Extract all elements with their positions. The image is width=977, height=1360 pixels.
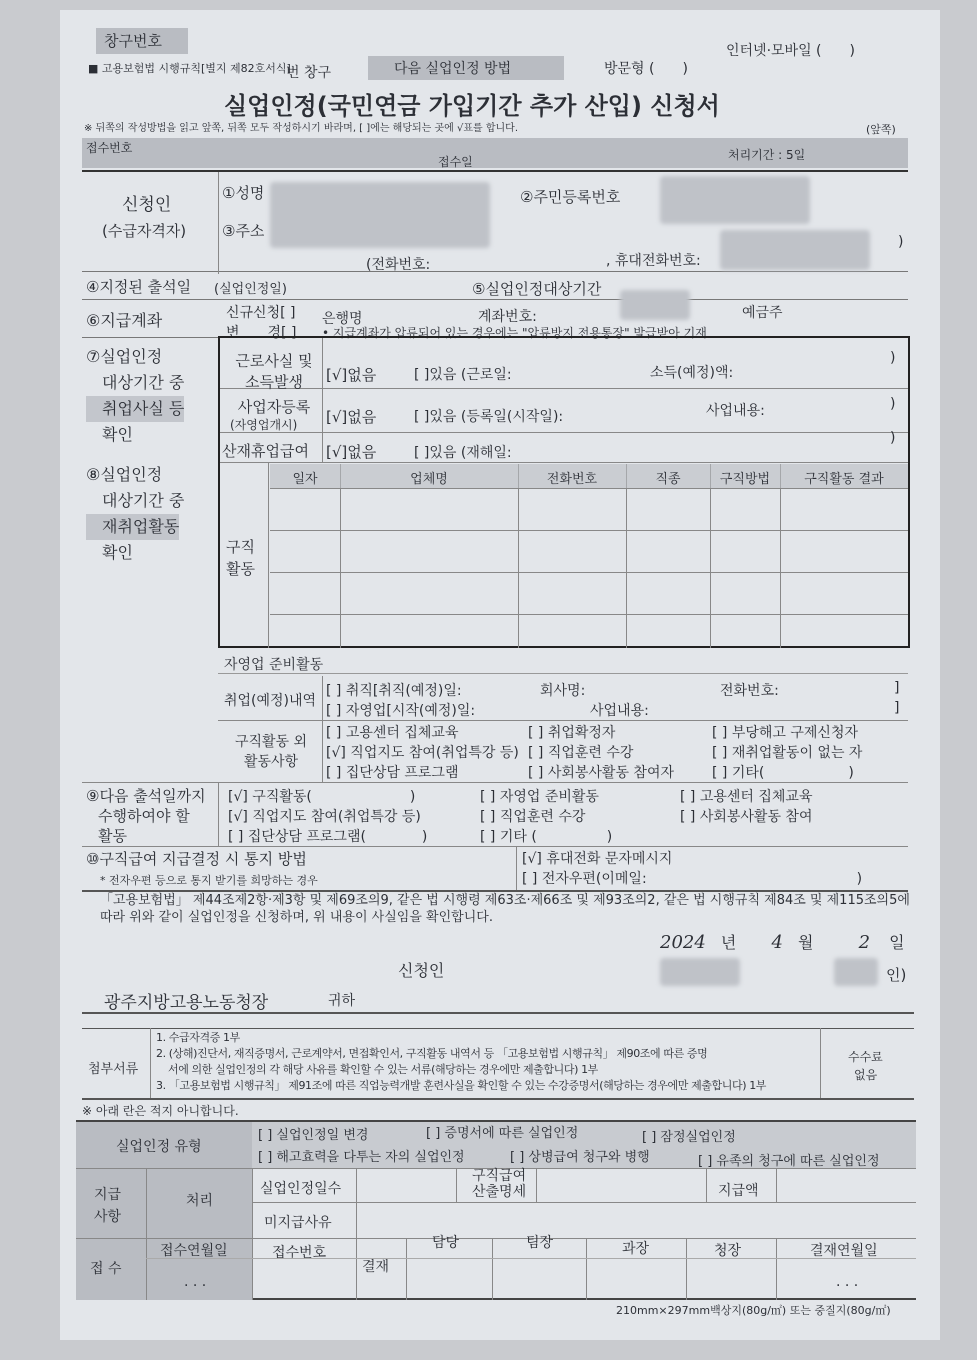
grid-line — [270, 614, 908, 615]
next-activity-checkbox[interactable]: [ ] 직업훈련 수강 — [480, 809, 586, 825]
label-line: 대상기간 중 — [102, 491, 185, 510]
receipt-number-label: 접수번호 — [86, 141, 133, 155]
other-activity-checkbox[interactable]: [ ] 고용센터 집체교육 — [326, 725, 459, 741]
attachments-label: 첨부서류 — [88, 1062, 139, 1077]
attachment-item: 1. 수급자격증 1부 — [156, 1031, 240, 1044]
receipt-date-label: 접수일 — [438, 155, 473, 169]
window-suffix: 번 창구 — [286, 65, 332, 81]
unpaid-label: 미지급사유 — [264, 1215, 332, 1231]
next-activities-label — [86, 786, 206, 846]
close-paren: ) — [898, 234, 904, 250]
redacted-account — [620, 290, 690, 320]
bracket: ] — [894, 680, 900, 696]
label-line: 대상기간 중 — [102, 373, 185, 392]
phone-field[interactable]: (전화번호: — [366, 257, 431, 273]
divider — [322, 676, 323, 782]
approver-team-lead: 팀장 — [526, 1235, 554, 1251]
bracket: ] — [894, 700, 900, 716]
close-paren: ) — [890, 396, 896, 412]
day-unit: 일 — [889, 933, 905, 952]
label-line: 수행하여야 할 — [98, 807, 190, 825]
redacted-mobile — [720, 230, 870, 270]
rrn-field[interactable]: ②주민등록번호 — [520, 188, 621, 206]
sms-checkbox[interactable]: [√] 휴대전화 문자메시지 — [522, 851, 673, 867]
close-paren: ) — [890, 430, 896, 446]
date-line — [660, 932, 905, 954]
type-checkbox[interactable]: [ ] 실업인정일 변경 — [258, 1128, 369, 1143]
grid-line — [270, 572, 908, 573]
type-checkbox[interactable]: [ ] 증명서에 따른 실업인정 — [426, 1126, 579, 1141]
receipt-bar — [82, 138, 908, 168]
signer-label: 신청인 — [398, 961, 445, 980]
declaration-text: 「고용보험법」 제44조제2항·제3항 및 제69조의9, 같은 법 시행령 제63조·제66조 및 제93조의2, 같은 법 시행규칙 제84조 및 제115조의5에 따라 위와 같이 실업인정을 신청하며, 위 내용이 사실임을 확인합니다. — [100, 893, 910, 925]
self-employ-prep-label: 자영업 준비활동 — [224, 657, 324, 673]
approver-manager: 과장 — [622, 1241, 650, 1257]
injury-label: 산재휴업급여 — [222, 442, 309, 460]
address-field[interactable]: ③주소 — [222, 222, 265, 240]
visit-option[interactable]: 방문형 ( ) — [604, 61, 688, 77]
days-label: 실업인정일수 — [260, 1181, 342, 1197]
label-line: 취업사실 등 — [86, 396, 184, 422]
notify-label: ⑩구직급여 지급결정 시 통지 방법 — [86, 850, 307, 868]
column-header: 직종 — [655, 472, 681, 487]
work-none-checkbox[interactable]: [√]없음 — [326, 366, 377, 384]
receipt-label: 접 수 — [90, 1261, 122, 1277]
attendance-row — [82, 272, 908, 300]
other-activities-label: 구직활동 외 활동사항 — [234, 734, 308, 770]
next-activity-checkbox[interactable]: [ ] 사회봉사활동 참여 — [680, 809, 813, 825]
receipt-no-label: 접수번호 — [272, 1245, 327, 1261]
applicant-label: 신청인 — [122, 195, 172, 215]
planned-field[interactable]: 사업내용: — [590, 703, 649, 719]
label-line: ⑨다음 출석일까지 — [86, 787, 206, 805]
sign-close: 인) — [886, 966, 907, 984]
label-line: 확인 — [102, 425, 133, 444]
attendance-label: ④지정된 출석일 — [86, 278, 192, 296]
mobile-field[interactable]: , 휴대전화번호: — [606, 253, 701, 269]
holder-field[interactable]: 예금주 — [742, 305, 783, 321]
notify-sub: * 전자우편 등으로 통지 받기를 희망하는 경우 — [100, 874, 318, 887]
process-label: 처리 — [186, 1193, 214, 1209]
business-content-field[interactable]: 사업내용: — [706, 403, 765, 419]
attachment-item: 2. (상해)진단서, 재직증명서, 근로계약서, 면접확인서, 구직활동 내역서 등 「고용보험법 시행규칙」 제90조에 따른 증명 — [156, 1047, 708, 1060]
type-checkbox[interactable]: [ ] 잠정실업인정 — [642, 1130, 736, 1145]
label-line: 확인 — [102, 543, 133, 562]
honorific: 귀하 — [328, 993, 356, 1009]
other-activity-checkbox[interactable]: [ ] 취업확정자 — [528, 725, 616, 741]
column-header: 업체명 — [410, 472, 448, 487]
next-activity-checkbox[interactable]: [ ] 자영업 준비활동 — [480, 789, 599, 805]
injury-none-checkbox[interactable]: [√]없음 — [326, 443, 377, 461]
email-checkbox[interactable]: [ ] 전자우편(이메일: ) — [522, 871, 863, 887]
work-has-checkbox[interactable]: [ ]있음 (근로일: — [414, 367, 512, 383]
name-field[interactable]: ①성명 — [222, 184, 265, 202]
grid-line — [780, 464, 781, 648]
grid-line — [270, 530, 908, 531]
other-activity-checkbox[interactable]: [√] 직업지도 참여(취업특강 등) — [326, 745, 519, 761]
year-value[interactable]: 2024 — [660, 932, 706, 953]
recipient: 광주지방고용노동청장 — [104, 993, 269, 1013]
job-search-label: 구직 활동 — [226, 538, 255, 578]
next-activity-checkbox[interactable]: [ ] 고용센터 집체교육 — [680, 789, 813, 805]
injury-has-checkbox[interactable]: [ ]있음 (재해일: — [414, 445, 512, 461]
column-header: 구직방법 — [719, 472, 771, 487]
column-header: 구직활동 결과 — [804, 472, 884, 487]
business-none-checkbox[interactable]: [√]없음 — [326, 408, 377, 426]
period-field[interactable]: ⑤실업인정대상기간 — [472, 280, 602, 298]
grid-line — [710, 464, 711, 648]
approval-date-value: . . . — [836, 1274, 859, 1290]
instructions-note: ※ 뒤쪽의 작성방법을 읽고 앞쪽, 뒤쪽 모두 작성하시기 바라며, [ ]에는 해당되는 곳에 √표를 합니다. — [84, 123, 519, 134]
approver-director: 청장 — [714, 1243, 742, 1259]
attachment-item: 3. 「고용보험법 시행규칙」 제91조에 따른 직업능력개발 훈련사실을 확인할 수 있는 수강증명서(해당하는 경우에만 제출합니다) 1부 — [156, 1079, 767, 1092]
redacted-signature — [834, 958, 878, 986]
next-activity-checkbox[interactable]: [ ] 기타 ( ) — [480, 829, 613, 845]
redacted-signer-name — [660, 958, 740, 986]
planned-field[interactable]: [ ] 취직[취직(예정)일: — [326, 683, 462, 699]
planned-field[interactable]: 전화번호: — [720, 683, 779, 699]
business-reg-sub: (자영업개시) — [230, 418, 298, 432]
office-table — [76, 1120, 916, 1300]
column-header: 일자 — [292, 472, 318, 487]
type-checkbox[interactable]: [ ] 상병급여 청구와 병행 — [510, 1150, 650, 1165]
year-unit: 년 — [720, 933, 737, 952]
other-activity-checkbox[interactable]: [ ] 기타( ) — [712, 765, 854, 781]
law-reference: ■ 고용보험법 시행규칙[별지 제82호서식] — [88, 62, 291, 75]
other-activity-checkbox[interactable]: [ ] 재취업활동이 없는 자 — [712, 745, 863, 761]
other-activity-checkbox[interactable]: [ ] 집단상담 프로그램 — [326, 765, 459, 781]
type-checkbox[interactable]: [ ] 유족의 청구에 따른 실업인정 — [698, 1154, 880, 1169]
divider — [218, 782, 219, 846]
change-checkbox[interactable]: 변 경[ ] — [226, 325, 297, 341]
approval-label: 결재 — [362, 1259, 390, 1275]
grid-line — [270, 488, 908, 489]
type-label: 실업인정 유형 — [116, 1139, 202, 1155]
account-label: ⑥지급계좌 — [86, 311, 163, 330]
month-unit: 월 — [798, 933, 814, 952]
label-line: ⑧실업인정 — [86, 465, 163, 484]
employment-label — [86, 344, 184, 448]
applicant-sub: (수급자격자) — [102, 222, 187, 240]
day-value[interactable]: 2 — [858, 932, 871, 953]
window-number-label: 창구번호 — [96, 28, 188, 54]
attachment-item: 서에 의한 실업인정의 각 해당 사유를 확인할 수 있는 서류(해당하는 경우에만 제출합니다) 1부 — [168, 1063, 598, 1076]
account-row — [82, 300, 908, 341]
processing-period: 처리기간 : 5일 — [728, 148, 806, 162]
approval-date-label: 결재연월일 — [810, 1243, 878, 1259]
business-has-checkbox[interactable]: [ ]있음 (등록일(시작일): — [414, 409, 564, 425]
grid-line — [518, 464, 519, 648]
column-header: 전화번호 — [546, 472, 598, 487]
reemployment-label — [86, 462, 184, 566]
receipt-date-label: 접수연월일 — [160, 1243, 228, 1259]
planned-label: 취업(예정)내역 — [224, 693, 317, 709]
attendance-sub: (실업인정일) — [214, 282, 287, 297]
grid-line — [626, 464, 627, 648]
office-note: ※ 아래 란은 적지 아니합니다. — [82, 1104, 239, 1118]
type-checkbox[interactable]: [ ] 해고효력을 다투는 자의 실업인정 — [258, 1150, 465, 1165]
redacted-name-address — [270, 182, 490, 248]
account-number-field[interactable]: 계좌번호: — [478, 309, 537, 325]
next-activity-checkbox[interactable]: [ ] 집단상담 프로그램( ) — [228, 829, 428, 845]
redacted-rrn — [660, 176, 810, 224]
fee-label: 수수료 — [848, 1050, 883, 1064]
receipt-date-value: . . . — [184, 1274, 207, 1290]
side-label: (앞쪽) — [866, 123, 896, 136]
month-value[interactable]: 4 — [771, 932, 783, 953]
bank-field[interactable]: 은행명 — [322, 311, 363, 327]
amount-label: 지급액 — [718, 1183, 759, 1199]
next-method-label: 다음 실업인정 방법 — [368, 56, 564, 80]
label-line: 활동 — [98, 827, 127, 845]
label-line: 재취업활동 — [86, 514, 179, 540]
next-activity-checkbox[interactable]: [√] 구직활동( ) — [228, 789, 416, 805]
approver-staff: 담당 — [432, 1235, 460, 1251]
attachments-list — [156, 1030, 816, 1094]
planned-field[interactable]: 회사명: — [540, 683, 586, 699]
close-paren: ) — [890, 350, 896, 366]
form-title: 실업인정(국민연금 가입기간 추가 산입) 신청서 — [224, 92, 720, 120]
pay-label: 지급 사항 — [94, 1187, 122, 1225]
income-field[interactable]: 소득(예정)액: — [650, 365, 734, 381]
other-activity-checkbox[interactable]: [ ] 사회봉사활동 참여자 — [528, 765, 674, 781]
grid-line — [340, 464, 341, 648]
internet-option[interactable]: 인터넷·모바일 ( ) — [726, 43, 855, 59]
label-line: ⑦실업인정 — [86, 347, 163, 366]
paper-spec: 210mm×297mm백상지(80g/㎡) 또는 중질지(80g/㎡) — [616, 1304, 891, 1317]
calc-label: 구직급여 산출명세 — [472, 1168, 527, 1200]
account-note: • 지급계좌가 압류되어 있는 경우에는 "압류방지 전용통장" 발급받아 기재 — [322, 326, 707, 340]
other-activity-checkbox[interactable]: [ ] 부당해고 구제신청자 — [712, 725, 858, 741]
fee-value: 없음 — [854, 1068, 878, 1082]
new-application-checkbox[interactable]: 신규신청[ ] — [226, 305, 296, 321]
other-activity-checkbox[interactable]: [ ] 직업훈련 수강 — [528, 745, 634, 761]
planned-field[interactable]: [ ] 자영업[시작(예정)일: — [326, 703, 476, 719]
work-income-label: 근로사실 및 소득발생 — [235, 352, 313, 391]
self-employ-prep-row — [218, 652, 908, 674]
business-reg-label: 사업자등록 — [237, 398, 311, 416]
next-activity-checkbox[interactable]: [√] 직업지도 참여(취업특강 등) — [228, 809, 421, 825]
